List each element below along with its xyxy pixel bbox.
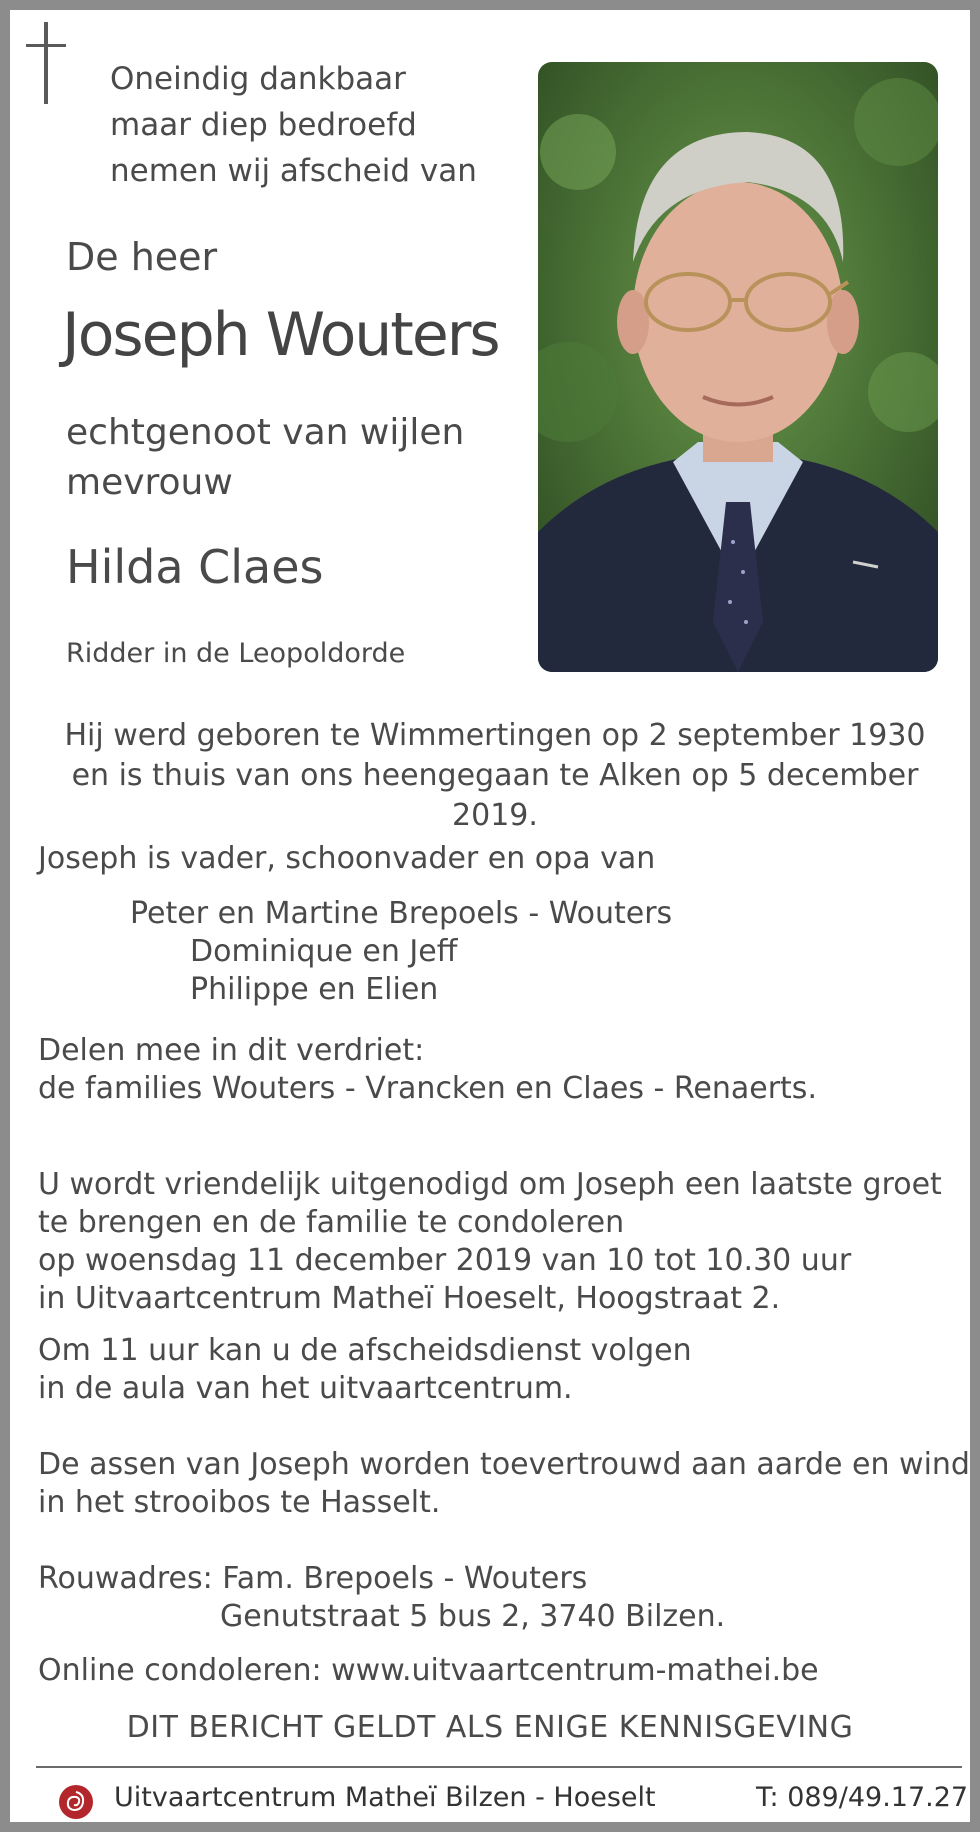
invitation-line: op woensdag 11 december 2019 van 10 tot 10.30 uur — [38, 1243, 852, 1278]
ashes-line: De assen van Joseph worden toevertrouwd aan aarde en wind — [38, 1447, 970, 1482]
portrait-photo — [538, 62, 938, 672]
grandchildren-couple: Philippe en Elien — [190, 972, 439, 1007]
footer-divider — [36, 1766, 962, 1768]
child-couple: Peter en Martine Brepoels - Wouters — [130, 896, 673, 931]
deceased-title: De heer — [66, 235, 218, 279]
invitation-line: U wordt vriendelijk uitgenodigd om Joseph een laatste groet — [38, 1167, 942, 1202]
service-text — [38, 1332, 692, 1408]
deceased-name: Joseph Wouters — [62, 300, 499, 370]
mourning-address-street: Genutstraat 5 bus 2, 3740 Bilzen. — [220, 1599, 726, 1634]
birth-death-text — [30, 716, 960, 836]
intro-line: maar diep bedroefd — [110, 107, 417, 143]
death-line: en is thuis van ons heengegaan te Alken op 5 december 2019. — [71, 758, 919, 833]
notice-disclaimer: DIT BERICHT GELDT ALS ENIGE KENNISGEVING — [126, 1710, 854, 1745]
cross-icon — [26, 22, 66, 104]
invitation-line: te brengen en de familie te condoleren — [38, 1205, 625, 1240]
share-families: de families Wouters - Vrancken en Claes - Renaerts. — [38, 1071, 817, 1106]
birth-line: Hij werd geboren te Wimmertingen op 2 september 1930 — [64, 718, 926, 753]
invitation-text — [38, 1166, 942, 1318]
spouse-label — [66, 408, 464, 508]
invitation-line: in Uitvaartcentrum Matheï Hoeselt, Hoogstraat 2. — [38, 1281, 781, 1316]
grandchildren-couple: Dominique en Jeff — [190, 934, 458, 969]
intro-line: Oneindig dankbaar — [110, 61, 406, 97]
spouse-name: Hilda Claes — [66, 540, 324, 594]
intro-line: nemen wij afscheid van — [110, 153, 477, 189]
ashes-line: in het strooibos te Hasselt. — [38, 1485, 441, 1520]
share-label: Delen mee in dit verdriet: — [38, 1033, 425, 1068]
funeral-home-name: Uitvaartcentrum Matheï Bilzen - Hoeselt — [114, 1782, 656, 1813]
intro-text — [110, 56, 477, 194]
spouse-label-line: echtgenoot van wijlen — [66, 412, 465, 453]
ashes-text — [38, 1446, 970, 1522]
mourning-address: Rouwadres: Fam. Brepoels - Wouters — [38, 1561, 588, 1596]
online-condolence-link[interactable]: Online condoleren: www.uitvaartcentrum-mathei.be — [38, 1653, 819, 1688]
children-intro: Joseph is vader, schoonvader en opa van — [38, 841, 656, 876]
service-line: Om 11 uur kan u de afscheidsdienst volgen — [38, 1333, 692, 1368]
funeral-home-phone: T: 089/49.17.27 — [756, 1782, 969, 1813]
spouse-label-line: mevrouw — [66, 462, 233, 503]
service-line: in de aula van het uitvaartcentrum. — [38, 1371, 573, 1406]
honor-title: Ridder in de Leopoldorde — [66, 638, 406, 669]
rose-logo-icon — [58, 1784, 94, 1820]
